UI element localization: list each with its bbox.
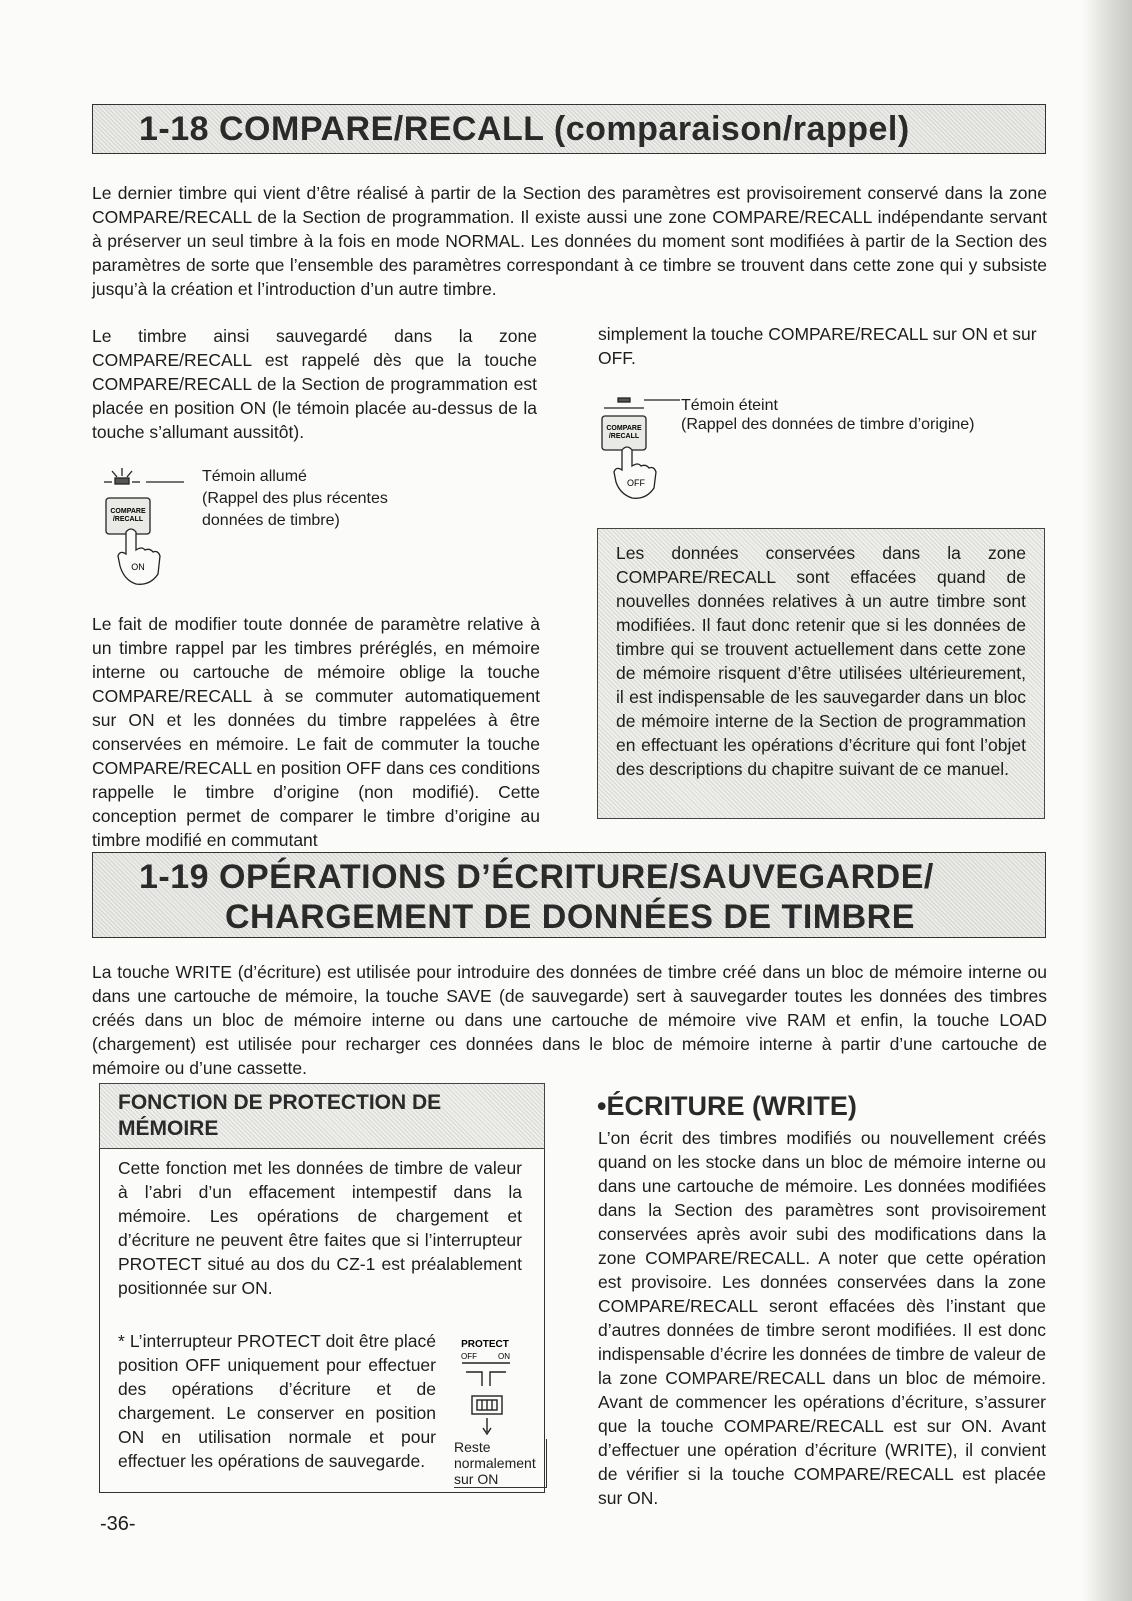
protect-switch-illustration xyxy=(452,1334,542,1444)
key-label-1: COMPARE xyxy=(110,508,146,515)
section-1-18-title-text: 1-18 COMPARE/RECALL (comparaison/rappel) xyxy=(139,110,910,148)
finger-label-on: ON xyxy=(131,562,145,572)
protect-function-box xyxy=(99,1083,545,1493)
key-label-2: /RECALL xyxy=(608,433,640,440)
fig-on-caption: (Rappel des plus récentes données de timbre) xyxy=(202,490,388,529)
switch-on-label: ON xyxy=(498,1352,510,1361)
switch-off-label: OFF xyxy=(461,1352,477,1361)
caption-line-1: Reste xyxy=(454,1439,491,1455)
protect-switch-figure xyxy=(452,1334,542,1444)
section-1-18-intro: Le dernier timbre qui vient d’être réalisé à partir de la Section des paramètres est provisoirement conservé dans la zone COMPARE/RECALL de la Section de programmation. Il existe aussi une zone COMPARE/RECALL indépendante servant à préserver un seul timbre à la fois en mode NORMAL. Les données du moment sont modifiées à partir de la Section des paramètres de sorte que l’ensemble des paramètres correspondant à ce timbre se trouvent dans cette zone qui y subsiste jusqu’à la création et l’introduction d’un autre timbre. xyxy=(92,183,1047,299)
left-paragraph-2: Le fait de modifier toute donnée de paramètre relative à un timbre rappel par les timbres préréglés, en mémoire interne ou cartouche de mémoire oblige la touche COMPARE/RECALL à se commuter automatiquement sur ON et les données du timbre rappelées à être conservées en mémoire. Le fait de commuter la touche COMPARE/RECALL en position OFF dans ces conditions rappelle le timbre d’origine (non modifié). Cette conception permet de comparer le timbre d’origine au timbre modifié en commutant xyxy=(92,614,540,850)
compare-recall-key-off-illustration xyxy=(596,394,686,512)
protect-note: * L’interrupteur PROTECT doit être placé position OFF uniquement pour effectuer des opérations d’écriture et de chargement. Le conserver en position ON en utilisation normale et pour effectuer les opérations de sauvegarde. xyxy=(118,1331,436,1471)
protect-title-line1: FONCTION DE PROTECTION DE xyxy=(118,1091,442,1114)
fig-off-caption: (Rappel des données de timbre d’origine) xyxy=(681,416,975,433)
section-1-19-intro: La touche WRITE (d’écriture) est utilisée pour introduire des données de timbre créé dans un bloc de mémoire interne ou dans une cartouche de mémoire, la touche SAVE (de sauvegarde) sert à sauvegarder toutes les données des timbres créés dans un bloc de mémoire interne ou dans une cartouche de mémoire vive RAM et enfin, la touche LOAD (chargement) est utilisée pour recharger ces données dans le bloc de mémoire interne à partir d’une cartouche de mémoire ou d’une cassette. xyxy=(92,962,1047,1078)
section-1-18-title xyxy=(92,104,1046,154)
caption-line-2: normalement xyxy=(454,1455,536,1471)
section-1-19-title xyxy=(92,852,1046,938)
page-number: -36- xyxy=(100,1513,136,1535)
key-label-2: /RECALL xyxy=(112,516,144,523)
fig-on-label: Témoin allumé xyxy=(202,468,307,485)
write-heading: •ÉCRITURE (WRITE) xyxy=(597,1091,857,1121)
memory-note-text: Les données conservées dans la zone COMPARE/RECALL sont effacées quand de nouvelles données relatives à un autre timbre sont modifiées. Il faut donc retenir que si les données de timbre qui se trouvent actuellement dans cette zone de mémoire risquent d’être utilisées ultérieurement, il est indispensable de les sauvegarder dans un bloc de mémoire interne de la Section de programmation en effectuant les opérations d’écriture qui font l’objet des descriptions du chapitre suivant de ce manuel. xyxy=(616,543,1026,779)
switch-title: PROTECT xyxy=(461,1339,509,1350)
memory-note-box xyxy=(597,528,1045,819)
write-body: L’on écrit des timbres modifiés ou nouvellement créés quand on les stocke dans un bloc de mémoire interne ou dans une cartouche de mémoire. Les données modifiées dans la Section des paramètres sont provisoirement conservées après avoir subi des modifications dans la zone COMPARE/RECALL. A noter que cette opération est provisoire. Les données conservées dans la zone COMPARE/RECALL seront effacées dès l’instant que d’autres données de timbre seront modifiées. Il est donc indispensable d’écrire les données de timbre de valeur de la zone COMPARE/RECALL dans un bloc de mémoire. Avant de commencer les opérations d’écriture, s’assurer que la touche COMPARE/RECALL est sur ON. Avant d’effectuer une opération d’écriture (WRITE), il convient de vérifier si la touche COMPARE/RECALL est placée sur ON. xyxy=(598,1128,1046,1508)
fig-off-label: Témoin éteint xyxy=(681,397,778,414)
protect-title-line2: MÉMOIRE xyxy=(118,1117,219,1140)
page-edge-shadow xyxy=(1082,0,1132,1601)
protect-body: Cette fonction met les données de timbre de valeur à l’abri d’un effacement intempestif dans la mémoire. Les opérations de chargement et d’écriture ne peuvent être faites que si l’interrupteur PROTECT situé au dos du CZ-1 est préalablement positionnée sur ON. xyxy=(118,1158,522,1298)
key-label-1: COMPARE xyxy=(606,425,642,432)
section-1-19-title-line2: CHARGEMENT DE DONNÉES DE TIMBRE xyxy=(225,898,915,936)
section-1-19-title-line1: 1-19 OPÉRATIONS D’ÉCRITURE/SAUVEGARDE/ xyxy=(139,858,934,896)
figure-compare-recall-off xyxy=(596,394,686,512)
protect-switch-caption xyxy=(454,1439,547,1488)
left-paragraph-1: Le timbre ainsi sauvegardé dans la zone COMPARE/RECALL est rappelé dès que la touche COMPARE/RECALL de la Section de programmation est placée en position ON (le témoin placée au-dessus de la touche s’allumant aussitôt). xyxy=(92,326,537,442)
right-paragraph-1: simplement la touche COMPARE/RECALL sur ON et sur OFF. xyxy=(598,324,1037,368)
caption-line-3: sur ON xyxy=(454,1471,499,1487)
finger-label-off: OFF xyxy=(627,478,645,488)
protect-box-title xyxy=(99,1083,545,1149)
